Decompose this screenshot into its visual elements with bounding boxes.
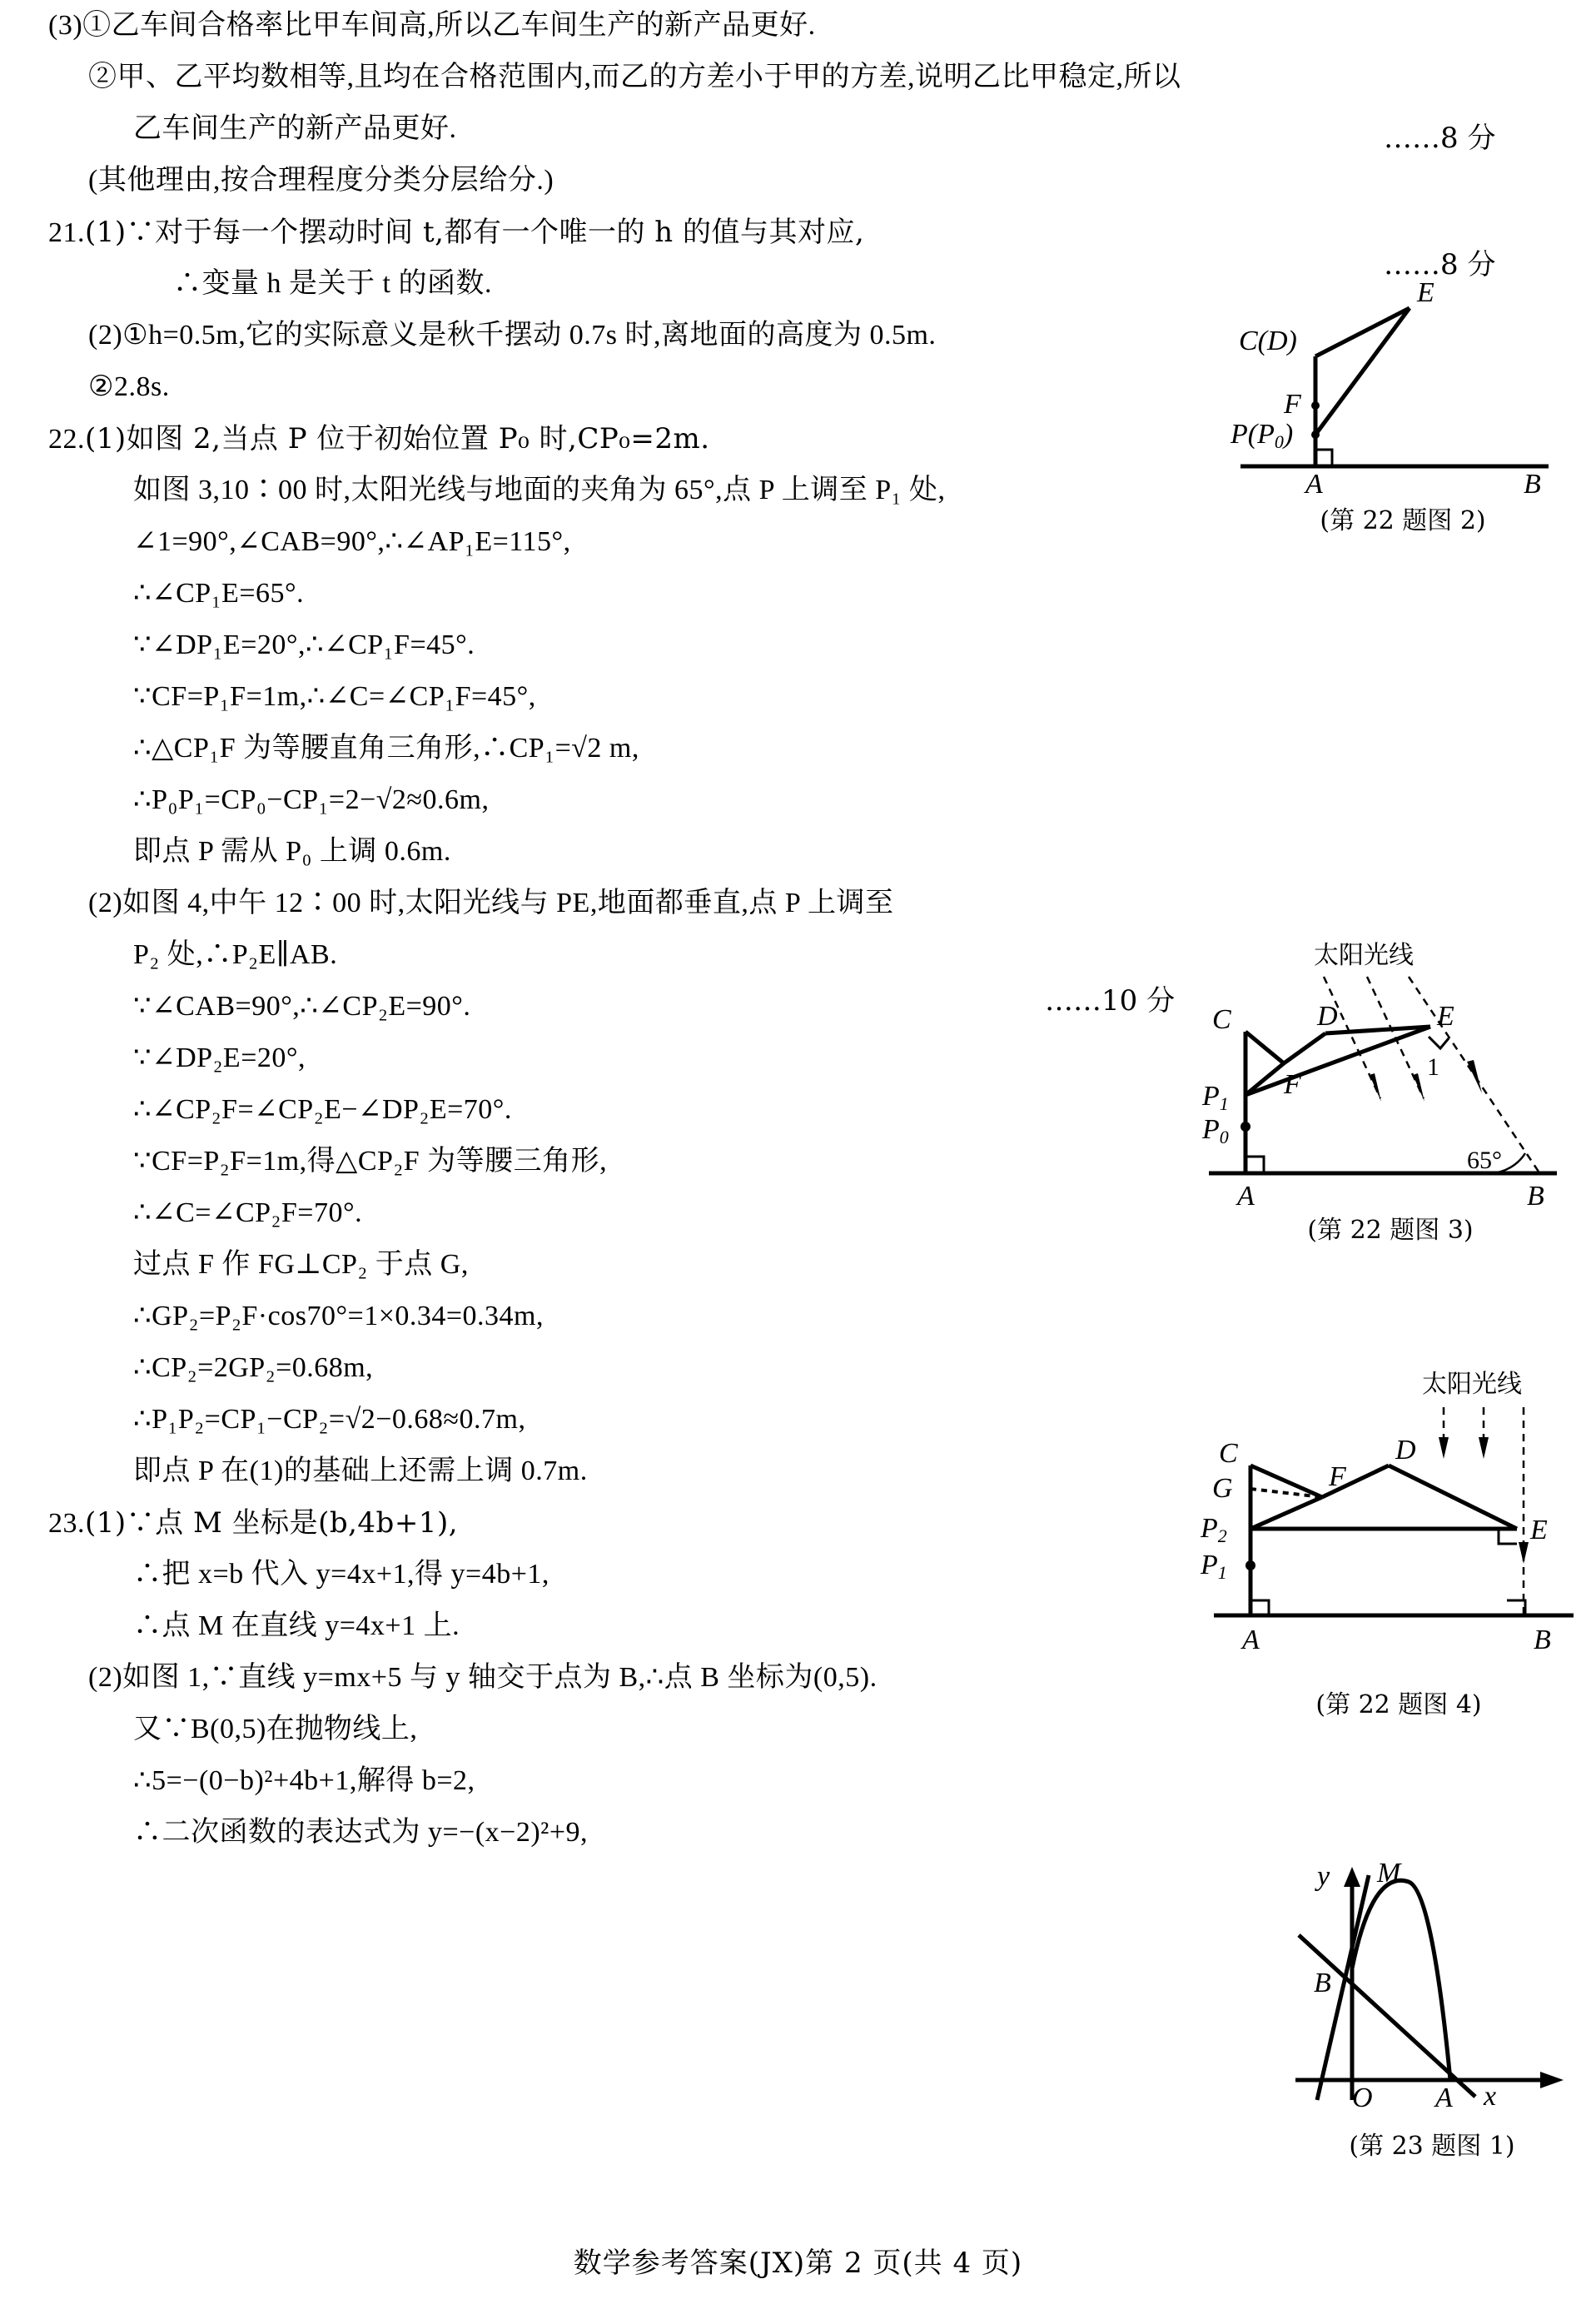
figure-22-2-label-E: E: [1417, 283, 1434, 308]
figure-22-4-label-E: E: [1530, 1515, 1548, 1545]
question-22-line-5: ∵∠DP₁E=20°,∴∠CP₁F=45°.: [133, 630, 475, 660]
segment-ce: [1315, 308, 1410, 356]
question-22-line-18: ∴GP₂=P₂F·cos70°=1×0.34=0.34m,: [133, 1301, 544, 1331]
answer-line-3-note: (其他理由,按合理程度分类分层给分.): [88, 165, 554, 196]
question-21-line-1: [48, 218, 1214, 270]
question-22-line-11: P₂ 处,∴P₂E∥AB.: [133, 939, 338, 970]
question-22-line-21: 即点 P 在(1)的基础上还需上调 0.7m.: [133, 1456, 588, 1486]
point-p0-dot: [1241, 1122, 1250, 1132]
figure-22-3-label-C: C: [1212, 1004, 1231, 1035]
question-22-line-9: 即点 P 需从 P₀ 上调 0.6m.: [133, 836, 451, 867]
figure-22-2-svg: [1224, 283, 1582, 500]
figure-22-3-label-F: F: [1284, 1069, 1301, 1100]
right-angle-mark-a: [1245, 1157, 1264, 1173]
figure-22-3-svg: [1191, 937, 1590, 1220]
figure-22-2-caption: (第 22 题图 2): [1320, 506, 1486, 535]
question-22-line-1: [48, 422, 1214, 476]
figure-22-3-label-P1: P1: [1202, 1081, 1229, 1114]
question-22-line-3: ∠1=90°,∠CAB=90°,∴∠AP₁E=115°,: [133, 526, 571, 557]
right-angle-mark-e: [1499, 1529, 1517, 1544]
figure-22-3-label-1: 1: [1427, 1053, 1439, 1081]
figure-23-1-label-B: B: [1314, 1968, 1331, 1998]
question-23-line-6: ∴5=−(0−b)²+4b+1,解得 b=2,: [133, 1765, 475, 1796]
question-23-line-7: ∴二次函数的表达式为 y=−(x−2)²+9,: [133, 1817, 589, 1848]
figure-22-3: [1191, 937, 1590, 1220]
figure-22-4: [1199, 1366, 1596, 1699]
answer-text-column: [48, 12, 1214, 1870]
figure-23-1-label-M: M: [1377, 1858, 1401, 1889]
score-mark-10: ……10 分: [1045, 984, 1176, 1018]
question-21-line-3: (2)①h=0.5m,它的实际意义是秋千摆动 0.7s 时,离地面的高度为 0.5m.: [88, 320, 937, 351]
segment-fd: [1284, 1033, 1325, 1063]
question-22-line-14: ∴∠CP₂F=∠CP₂E−∠DP₂E=70°.: [133, 1094, 512, 1125]
figure-22-3-label-P0: P0: [1202, 1114, 1229, 1147]
question-23-line-5: 又∵B(0,5)在抛物线上,: [133, 1714, 418, 1744]
question-23-number: 23.: [48, 1508, 85, 1539]
segment-pe: [1315, 308, 1410, 435]
question-22-line-19: ∴CP₂=2GP₂=0.68m,: [133, 1352, 374, 1383]
right-angle-mark-e: [1429, 1037, 1449, 1048]
segment-de: [1389, 1466, 1517, 1529]
figure-22-2-label-CD: C(D): [1239, 326, 1297, 356]
segment-fp1: [1245, 1063, 1284, 1095]
figure-22-3-label-A: A: [1237, 1181, 1255, 1212]
answer-line-3-2: ②甲、乙平均数相等,且均在合格范围内,而乙的方差小于甲的方差,说明乙比甲稳定,所以: [88, 62, 1181, 92]
sun-ray-2-arrow: [1413, 1073, 1424, 1102]
figure-22-2-label-A: A: [1305, 469, 1323, 500]
question-22-line-13: ∵∠DP₂E=20°,: [133, 1043, 306, 1073]
question-21-line-4: ②2.8s.: [88, 371, 170, 402]
parabola-curve: [1352, 1880, 1450, 2080]
segment-p1e: [1245, 1027, 1430, 1095]
figure-22-4-svg: [1199, 1366, 1596, 1699]
point-f-dot: [1311, 401, 1320, 410]
figure-22-3-sun-label: 太阳光线: [1314, 941, 1414, 970]
question-21-number: 21.: [48, 217, 85, 248]
question-23-text-1: (1)∵点 M 坐标是(b,4b+1),: [85, 1506, 459, 1540]
answer-line-3-3: 乙车间生产的新产品更好.: [133, 113, 457, 144]
figure-22-4-label-A: A: [1242, 1625, 1260, 1655]
question-22-line-4: ∴∠CP₁E=65°.: [133, 578, 305, 609]
figure-23-1-label-x: x: [1484, 2081, 1497, 2112]
x-axis-arrow: [1540, 2072, 1564, 2088]
figure-22-4-caption: (第 22 题图 4): [1315, 1690, 1482, 1719]
figure-22-3-caption: (第 22 题图 3): [1307, 1216, 1474, 1245]
figure-23-1-label-O: O: [1352, 2083, 1373, 2113]
question-22-line-15: ∵CF=P₂F=1m,得△CP₂F 为等腰三角形,: [133, 1146, 608, 1177]
figure-22-4-label-G: G: [1212, 1473, 1233, 1504]
question-22-line-16: ∴∠C=∠CP₂F=70°.: [133, 1197, 363, 1228]
question-23-line-1: [48, 1506, 1214, 1560]
figure-23-1-label-y: y: [1317, 1861, 1330, 1892]
score-mark-8-second: ……8 分: [1384, 248, 1496, 281]
figure-22-4-label-D: D: [1395, 1435, 1416, 1466]
question-22-line-8: ∴P₀P₁=CP₀−CP₁=2−√2≈0.6m,: [133, 784, 490, 815]
question-22-line-12: ∵∠CAB=90°,∴∠CP₂E=90°.: [133, 991, 471, 1022]
point-p-dot: [1311, 430, 1320, 439]
score-mark-8-first: ……8 分: [1384, 122, 1496, 155]
figure-22-3-label-B: B: [1527, 1181, 1544, 1212]
sun-ray-2-arrow: [1479, 1437, 1489, 1459]
figure-22-4-label-C: C: [1219, 1438, 1238, 1469]
question-21-text-1: (1)∵对于每一个摆动时间 t,都有一个唯一的 h 的值与其对应,: [85, 216, 865, 249]
figure-22-4-label-B: B: [1534, 1625, 1551, 1655]
figure-23-1-caption: (第 23 题图 1): [1349, 2132, 1515, 2161]
right-angle-mark-a: [1315, 450, 1332, 466]
sun-ray-1-arrow: [1370, 1073, 1381, 1102]
figure-22-4-sun-label: 太阳光线: [1422, 1370, 1522, 1399]
figure-22-2-label-P: P(P0): [1231, 419, 1294, 452]
sun-ray-1-arrow: [1439, 1437, 1449, 1459]
right-angle-mark-a: [1250, 1600, 1269, 1615]
figure-22-3-label-angle: 65°: [1467, 1147, 1502, 1174]
figure-22-2-label-B: B: [1524, 469, 1541, 500]
segment-fp2: [1250, 1497, 1322, 1529]
point-p1-dot: [1245, 1560, 1255, 1570]
question-22-number: 22.: [48, 424, 85, 455]
answer-line-3-1: (3)①乙车间合格率比甲车间高,所以乙车间生产的新产品更好.: [48, 10, 816, 41]
question-23-line-2: ∴把 x=b 代入 y=4x+1,得 y=4b+1,: [133, 1559, 549, 1590]
question-21-line-2: ∴变量 h 是关于 t 的函数.: [173, 268, 492, 299]
question-22-line-6: ∵CF=P₁F=1m,∴∠C=∠CP₁F=45°,: [133, 681, 536, 712]
page-footer: 数学参考答案(JX)第 2 页(共 4 页): [573, 2247, 1023, 2280]
right-angle-mark-b: [1507, 1600, 1525, 1615]
question-23-line-4: (2)如图 1,∵直线 y=mx+5 与 y 轴交于点为 B,∴点 B 坐标为(0,5).: [88, 1662, 878, 1693]
figure-23-1-label-A: A: [1435, 2083, 1453, 2113]
sun-ray-3-arrow: [1519, 1542, 1529, 1564]
question-22-line-17: 过点 F 作 FG⊥CP₂ 于点 G,: [133, 1249, 469, 1280]
figure-22-4-label-P2: P2: [1201, 1513, 1227, 1546]
question-22-line-10: (2)如图 4,中午 12∶00 时,太阳光线与 PE,地面都垂直,点 P 上调至: [88, 888, 894, 918]
figure-22-4-label-F: F: [1329, 1461, 1346, 1492]
figure-22-2: [1224, 283, 1582, 500]
question-22-line-7: ∴△CP₁F 为等腰直角三角形,∴CP₁=√2 m,: [133, 733, 639, 764]
figure-22-3-label-D: D: [1317, 1001, 1338, 1032]
question-22-line-2: 如图 3,10∶00 时,太阳光线与地面的夹角为 65°,点 P 上调至 P₁ 处,: [133, 475, 946, 505]
question-22-text-1: (1)如图 2,当点 P 位于初始位置 P₀ 时,CP₀=2m.: [85, 422, 710, 455]
segment-cf: [1245, 1032, 1284, 1063]
question-22-line-20: ∴P₁P₂=CP₁−CP₂=√2−0.68≈0.7m,: [133, 1404, 526, 1435]
figure-22-2-label-F: F: [1284, 389, 1301, 420]
question-23-line-3: ∴点 M 在直线 y=4x+1 上.: [133, 1610, 460, 1641]
figure-22-3-label-E: E: [1437, 1001, 1454, 1032]
sun-ray-3-arrow: [1467, 1060, 1482, 1093]
y-axis-arrow: [1344, 1867, 1360, 1887]
figure-22-4-label-P1: P1: [1201, 1550, 1227, 1583]
